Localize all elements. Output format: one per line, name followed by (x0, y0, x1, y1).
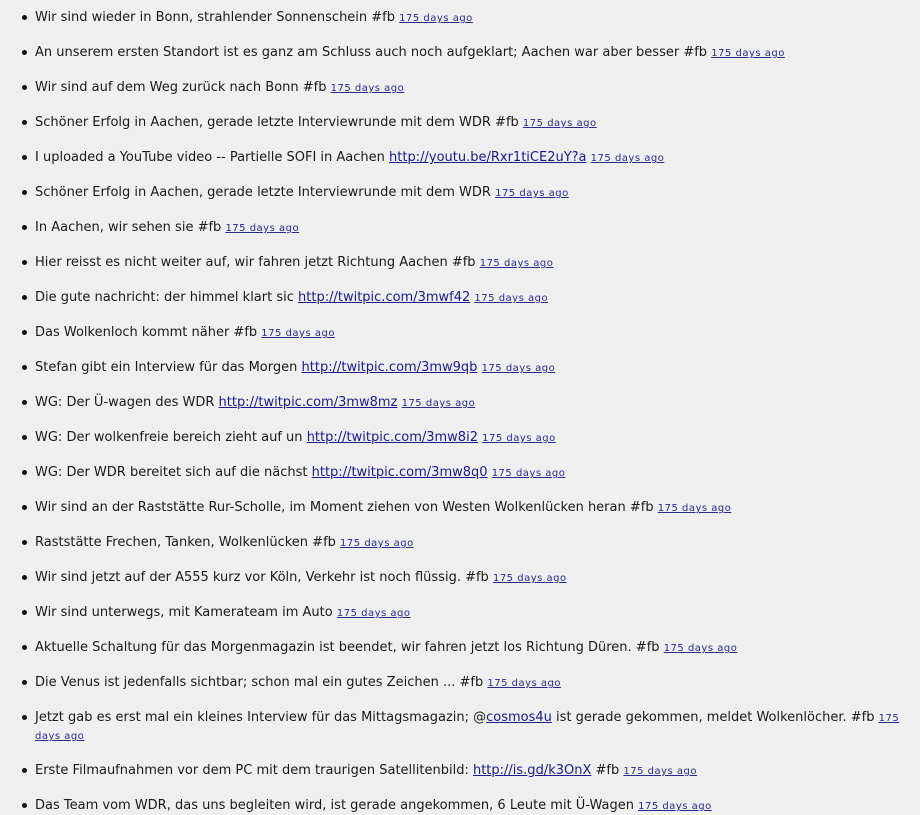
tweet-item (0, 429, 920, 447)
tweet-timestamp-link[interactable]: 175 days ago (711, 48, 785, 59)
tweet-item (0, 359, 920, 377)
tweet-item (0, 9, 920, 27)
tweet-text: Schöner Erfolg in Aachen, gerade letzte Interviewrunde mit dem WDR #fb (35, 115, 519, 130)
tweet-item (0, 709, 920, 745)
bullet-icon (22, 470, 27, 475)
tweet-url-link[interactable]: http://twitpic.com/3mw8q0 (311, 465, 488, 480)
tweet-timestamp-link[interactable]: 175 days ago (399, 13, 473, 24)
tweet-text: In Aachen, wir sehen sie #fb (35, 220, 222, 235)
tweet-text: Wir sind an der Raststätte Rur-Scholle, im Moment ziehen von Westen Wolkenlücken heran #fb (35, 500, 654, 515)
bullet-icon (22, 155, 27, 160)
tweet-timestamp-link[interactable]: 175 days ago (663, 643, 738, 654)
tweet-timestamp-link[interactable]: 175 days ago (491, 468, 566, 479)
tweet-timestamp-link[interactable]: 175 days ago (261, 328, 335, 339)
tweet-timestamp-link[interactable]: 175 days ago (336, 608, 411, 619)
bullet-icon (22, 715, 27, 720)
tweet-text: Stefan gibt ein Interview für das Morgen (35, 360, 298, 375)
tweet-timestamp-link[interactable]: 175 days ago (35, 713, 900, 742)
tweet-timestamp-link[interactable]: 175 days ago (623, 766, 698, 777)
tweet-text: Die Venus ist jedenfalls sichtbar; schon mal ein gutes Zeichen ... #fb (35, 675, 484, 690)
tweet-timestamp-link[interactable]: 175 days ago (495, 188, 569, 199)
tweet-text: WG: Der wolkenfreie bereich zieht auf un (35, 430, 303, 445)
tweet-text: Erste Filmaufnahmen vor dem PC mit dem traurigen Satellitenbild: (35, 763, 469, 778)
tweet-text: Wir sind jetzt auf der A555 kurz vor Köln, Verkehr ist noch flüssig. #fb (35, 570, 489, 585)
tweet-text: An unserem ersten Standort ist es ganz am Schluss auch noch aufgeklart; Aachen war aber besser #fb (35, 45, 708, 60)
tweet-item (0, 184, 920, 202)
tweet-item (0, 464, 920, 482)
bullet-icon (22, 225, 27, 230)
tweet-timestamp-link[interactable]: 175 days ago (492, 573, 567, 584)
tweet-text: Jetzt gab es erst mal ein kleines Interview für das Mittagsmagazin; @ (35, 710, 487, 725)
bullet-icon (22, 505, 27, 510)
tweet-item (0, 674, 920, 692)
bullet-icon (22, 50, 27, 55)
tweet-timestamp-link[interactable]: 175 days ago (522, 118, 597, 129)
tweet-timestamp-link[interactable]: 175 days ago (487, 678, 561, 689)
tweet-text-continued: ist gerade gekommen, meldet Wolkenlöcher. #fb (551, 710, 875, 725)
bullet-icon (22, 680, 27, 685)
tweet-timestamp-link[interactable]: 175 days ago (330, 83, 405, 94)
tweet-text-continued: #fb (591, 763, 620, 778)
tweet-timestamp-link[interactable]: 175 days ago (401, 398, 476, 409)
tweet-text: Aktuelle Schaltung für das Morgenmagazin ist beendet, wir fahren jetzt los Richtung Düren. #fb (35, 640, 660, 655)
tweet-item (0, 219, 920, 237)
tweet-item (0, 254, 920, 272)
bullet-icon (22, 435, 27, 440)
tweet-text: WG: Der Ü-wagen des WDR (35, 395, 215, 410)
tweet-item (0, 149, 920, 167)
tweet-item (0, 394, 920, 412)
tweet-text: Raststätte Frechen, Tanken, Wolkenlücken #fb (35, 535, 336, 550)
bullet-icon (22, 803, 27, 808)
bullet-icon (22, 610, 27, 615)
tweet-text: Schöner Erfolg in Aachen, gerade letzte Interviewrunde mit dem WDR (35, 185, 491, 200)
tweet-timestamp-link[interactable]: 175 days ago (657, 503, 732, 514)
tweet-timestamp-link[interactable]: 175 days ago (225, 223, 300, 234)
bullet-icon (22, 575, 27, 580)
tweet-url-link[interactable]: http://twitpic.com/3mwf42 (298, 290, 471, 305)
tweet-text: Das Wolkenloch kommt näher #fb (35, 325, 258, 340)
bullet-icon (22, 365, 27, 370)
tweet-item (0, 604, 920, 622)
tweet-item (0, 569, 920, 587)
bullet-icon (22, 400, 27, 405)
tweet-item (0, 639, 920, 657)
tweet-item (0, 762, 920, 780)
tweet-item (0, 499, 920, 517)
tweet-timestamp-link[interactable]: 175 days ago (340, 538, 414, 549)
bullet-icon (22, 645, 27, 650)
tweet-timestamp-link[interactable]: 175 days ago (590, 153, 665, 164)
tweet-item (0, 44, 920, 62)
bullet-icon (22, 260, 27, 265)
tweet-text: Wir sind unterwegs, mit Kamerateam im Auto (35, 605, 333, 620)
tweet-text: WG: Der WDR bereitet sich auf die nächst (35, 465, 308, 480)
tweet-url-link[interactable]: http://youtu.be/Rxr1tiCE2uY?a (389, 150, 587, 165)
tweet-item (0, 324, 920, 342)
tweet-text: Die gute nachricht: der himmel klart sic (35, 290, 294, 305)
bullet-icon (22, 120, 27, 125)
tweet-url-link[interactable]: http://twitpic.com/3mw8i2 (306, 430, 478, 445)
tweet-text: I uploaded a YouTube video -- Partielle SOFI in Aachen (35, 150, 385, 165)
tweet-list (0, 9, 920, 815)
bullet-icon (22, 540, 27, 545)
tweet-item (0, 79, 920, 97)
tweet-url-link[interactable]: http://twitpic.com/3mw8mz (218, 395, 398, 410)
bullet-icon (22, 190, 27, 195)
bullet-icon (22, 768, 27, 773)
tweet-timestamp-link[interactable]: 175 days ago (638, 801, 712, 812)
tweet-timestamp-link[interactable]: 175 days ago (481, 363, 556, 374)
tweet-url-link[interactable]: http://twitpic.com/3mw9qb (301, 360, 478, 375)
tweet-timestamp-link[interactable]: 175 days ago (479, 258, 554, 269)
tweet-mention-link[interactable]: cosmos4u (486, 710, 552, 725)
tweet-text: Wir sind auf dem Weg zurück nach Bonn #fb (35, 80, 327, 95)
tweet-text: Wir sind wieder in Bonn, strahlender Sonnenschein #fb (35, 10, 396, 25)
bullet-icon (22, 15, 27, 20)
tweet-item (0, 534, 920, 552)
tweet-text: Das Team vom WDR, das uns begleiten wird, ist gerade angekommen, 6 Leute mit Ü-Wagen (35, 798, 634, 813)
bullet-icon (22, 295, 27, 300)
tweet-item (0, 114, 920, 132)
tweet-text: Hier reisst es nicht weiter auf, wir fahren jetzt Richtung Aachen #fb (35, 255, 476, 270)
tweet-item (0, 289, 920, 307)
tweet-timestamp-link[interactable]: 175 days ago (482, 433, 556, 444)
tweet-timestamp-link[interactable]: 175 days ago (474, 293, 549, 304)
bullet-icon (22, 330, 27, 335)
tweet-url-link[interactable]: http://is.gd/k3OnX (472, 763, 592, 778)
bullet-icon (22, 85, 27, 90)
